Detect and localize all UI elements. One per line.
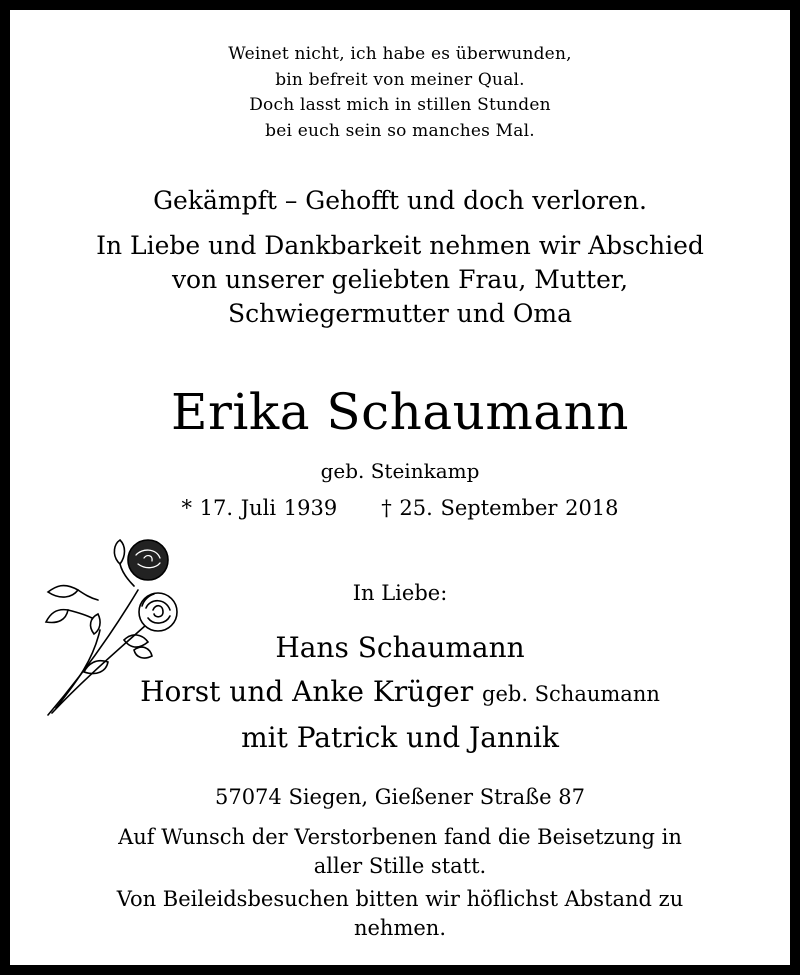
note-line: Von Beileidsbesuchen bitten wir höflichst Abstand zu (116, 887, 684, 911)
condolence-note (10, 885, 790, 943)
address: 57074 Siegen, Gießener Straße 87 (214, 785, 586, 809)
mourner-maiden-name: geb. Schaumann (482, 682, 660, 706)
mourner-line: mit Patrick und Jannik (241, 721, 559, 754)
intro-text (10, 229, 790, 331)
poem-line: Doch lasst mich in stillen Stunden (249, 95, 551, 115)
poem (10, 42, 790, 144)
mourner-names: Horst und Anke Krüger (140, 675, 474, 708)
maiden-name: geb. Steinkamp (320, 459, 480, 483)
note-line: aller Stille statt. (313, 854, 487, 878)
note-line: Auf Wunsch der Verstorbenen fand die Beisetzung in (118, 825, 682, 849)
mourner-line (10, 670, 790, 716)
mourners-list (10, 626, 790, 760)
poem-line: bin befreit von meiner Qual. (275, 69, 525, 90)
intro-line: Schwiegermutter und Oma (227, 299, 573, 328)
poem-line: bei euch sein so manches Mal. (265, 120, 535, 141)
birth-date: * 17. Juli 1939 (181, 496, 338, 520)
life-dates (10, 494, 790, 522)
note-line: nehmen. (353, 916, 447, 940)
mourner-line: Hans Schaumann (275, 631, 525, 664)
intro-line: von unserer geliebten Frau, Mutter, (171, 265, 629, 294)
mourners-heading: In Liebe: (352, 581, 448, 605)
death-date: † 25. September 2018 (381, 496, 619, 520)
deceased-name: Erika Schaumann (171, 383, 629, 441)
poem-line: Weinet nicht, ich habe es überwunden, (228, 44, 572, 64)
burial-note (10, 823, 790, 881)
intro-line: In Liebe und Dankbarkeit nehmen wir Abschied (96, 231, 704, 260)
motto: Gekämpft – Gehofft und doch verloren. (153, 186, 647, 215)
